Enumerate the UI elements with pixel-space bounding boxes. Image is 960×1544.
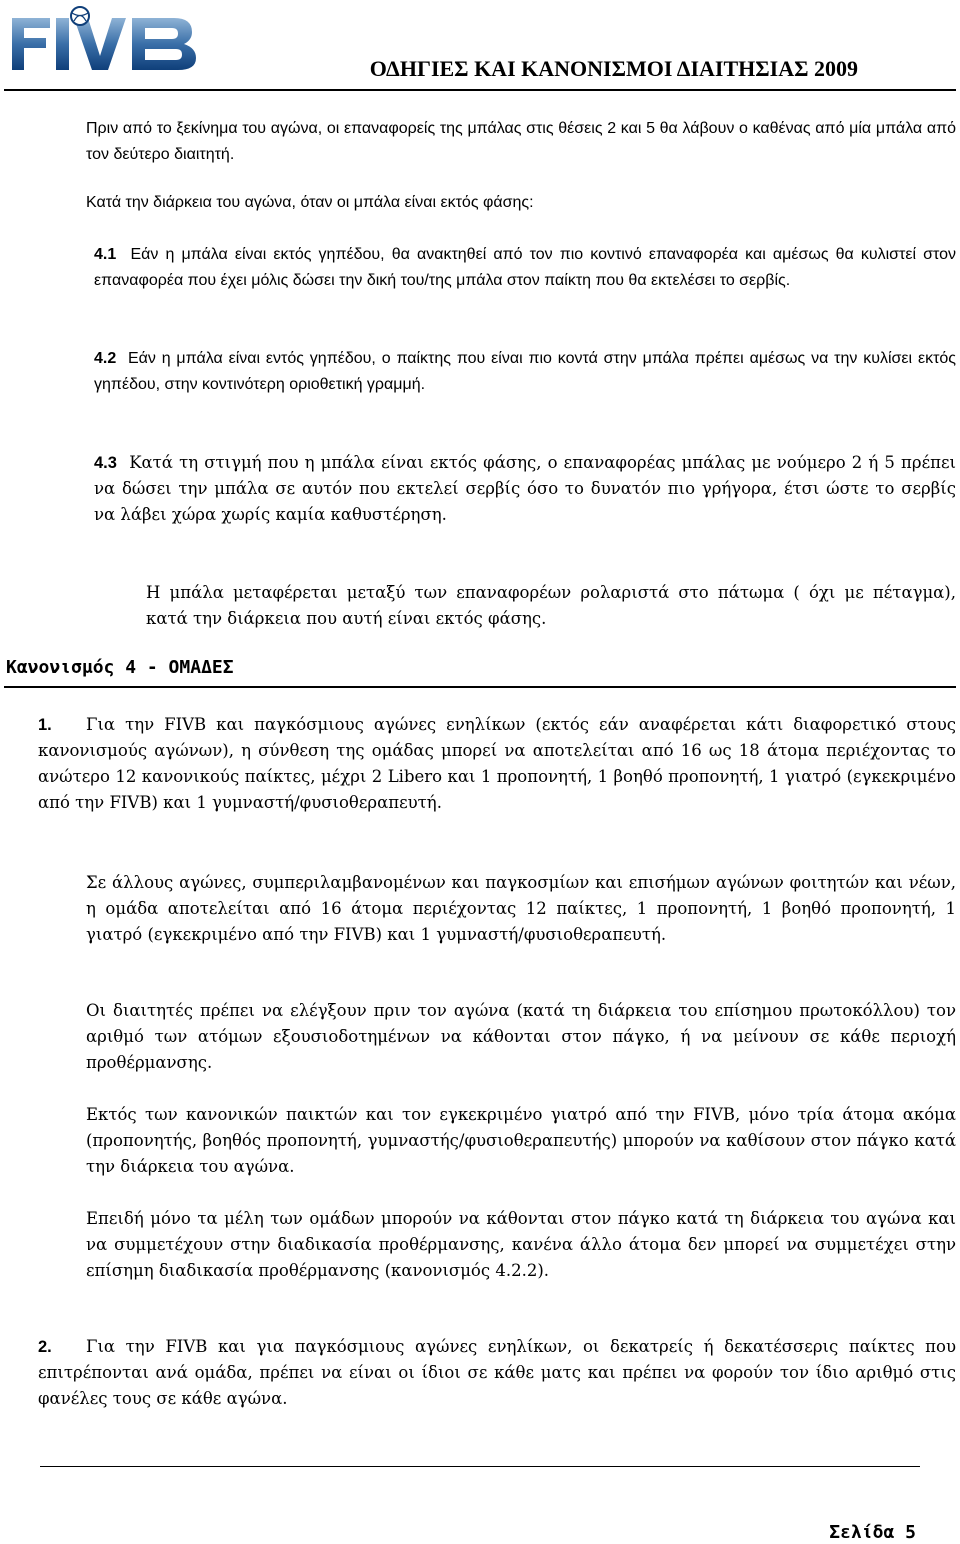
page-number: Σελίδα 5: [829, 1522, 916, 1543]
rule-text: Για την FIVB και παγκόσμιους αγώνες ενηλίκων (εκτός εάν αναφέρεται κάτι διαφορετικό στους κανονισμούς αγώνων), η σύνθεση της ομάδας μπορεί να αποτελείται από 16 ως 18 άτομα περιέχοντας το ανώτερο 12 κανονικούς παίκτες, μέχρι 2 Libero και 1 προπονητή, 1 βοηθό προπονητή, 1 γιατρό (εγκεκριμένο από την FIVB) και 1 γυμναστή/φυσιοθεραπευτή.: [38, 715, 956, 812]
item-text: Εάν η μπάλα είναι εκτός γηπέδου, θα ανακτηθεί από τον πιο κοντινό επαναφορέα και αμέσως θα κυλιστεί στον επαναφορέα που έχει μόλις δώσει την δική του/της μπάλα στον παίκτη που θα εκτελέσει το σερβίς.: [94, 246, 956, 289]
item-number: 4.2: [94, 350, 117, 367]
item-4-1: [94, 242, 956, 294]
rule-1-paragraph-4: Εκτός των κανονικών παικτών και τον εγκεκριμένο γιατρό από την FIVB, μόνο τρία άτομα ακόμα (προπονητής, βοηθός προπονητή, γυμναστής/φυσιοθεραπευτής) μπορούν να καθίσουν στον πάγκο κατά την διάρκεια του αγώνα.: [86, 1105, 956, 1176]
item-text: Εάν η μπάλα είναι εντός γηπέδου, ο παίκτης που είναι πιο κοντά στην μπάλα πρέπει αμέσως να την κυλίσει εκτός γηπέδου, στην κοντινότερη οριοθετική γραμμή.: [94, 350, 957, 393]
rule-2: [38, 1334, 956, 1412]
rule-number: 2.: [38, 1338, 52, 1356]
document-title: ΟΔΗΓΙΕΣ ΚΑΙ ΚΑΝΟΝΙΣΜΟΙ ΔΙΑΙΤΗΣΙΑΣ 2009: [369, 56, 858, 81]
rule-1-paragraph-5: Επειδή μόνο τα μέλη των ομάδων μπορούν να κάθονται στον πάγκο κατά τη διάρκεια του αγώνα και να συμμετέχουν στην διαδικασία προθέρμανσης, κανένα άλλο άτομα δεν μπορεί να συμμετέχει στην επίσημη διαδικασία προθέρμανσης (κανονισμός 4.2.2).: [86, 1209, 956, 1280]
rule-1-paragraph-3: Οι διαιτητές πρέπει να ελέγξουν πριν τον αγώνα (κατά τη διάρκεια του επίσημου πρωτοκόλλου) τον αριθμό των ατόμων εξουσιοδοτημένων να κάθονται στον πάγκο, ή να μείνουν σε κάθε περιοχή προθέρμανσης.: [86, 1001, 956, 1072]
intro-paragraph: Πριν από το ξεκίνημα του αγώνα, οι επαναφορείς της μπάλας στις θέσεις 2 και 5 θα λάβουν ο καθένας από μία μπάλα από τον δεύτερο διαιτητή.: [86, 120, 956, 163]
footer-divider: [40, 1466, 920, 1467]
fivb-logo: [8, 4, 200, 76]
rule-1: [38, 712, 956, 816]
item-4-3-continuation: Η μπάλα μεταφέρεται μεταξύ των επαναφορέων ρολαριστά στο πάτωμα ( όχι με πέταγμα), κατά την διάρκεια που αυτή είναι εκτός φάσης.: [146, 583, 956, 628]
rule-1-paragraph-2: Σε άλλους αγώνες, συμπεριλαμβανομένων και παγκοσμίων και επισήμων αγώνων φοιτητών και νέων, η ομάδα αποτελείται από 16 άτομα περιέχοντας 12 παίκτες, 1 προπονητή, 1 βοηθό προπονητή, 1 γιατρό (εγκεκριμένο από την FIVB) και 1 γυμναστή/φυσιοθεραπευτή.: [86, 873, 956, 944]
intro-paragraph-2: Κατά την διάρκεια του αγώνα, όταν οι μπάλα είναι εκτός φάσης:: [86, 194, 534, 211]
item-text: Κατά τη στιγμή που η μπάλα είναι εκτός φάσης, ο επαναφορέας μπάλας με νούμερο 2 ή 5 πρέπει να δώσει την μπάλα σε αυτόν που εκτελεί σερβίς όσο το δυνατόν πιο γρήγορα, έτσι ώστε το σερβίς να λάβει χώρα χωρίς καμία καθυστέρηση.: [94, 453, 956, 524]
item-4-3: [94, 450, 956, 528]
rule-number: 1.: [38, 716, 52, 734]
section-divider: [4, 686, 956, 688]
item-4-2: [94, 346, 956, 398]
item-number: 4.1: [94, 246, 117, 263]
item-number: 4.3: [94, 454, 117, 472]
rule-text: Για την FIVB και για παγκόσμιους αγώνες ενηλίκων, οι δεκατρείς ή δεκατέσσερις παίκτες που επιτρέπονται ανά ομάδα, πρέπει να είναι οι ίδιοι σε κάθε ματς και πρέπει να φορούν τον ίδιο αριθμό στις φανέλες τους σε κάθε αγώνα.: [38, 1337, 956, 1408]
section-heading: Κανονισμός 4 - ΟΜΑΔΕΣ: [6, 657, 234, 678]
header-divider: [4, 89, 956, 91]
